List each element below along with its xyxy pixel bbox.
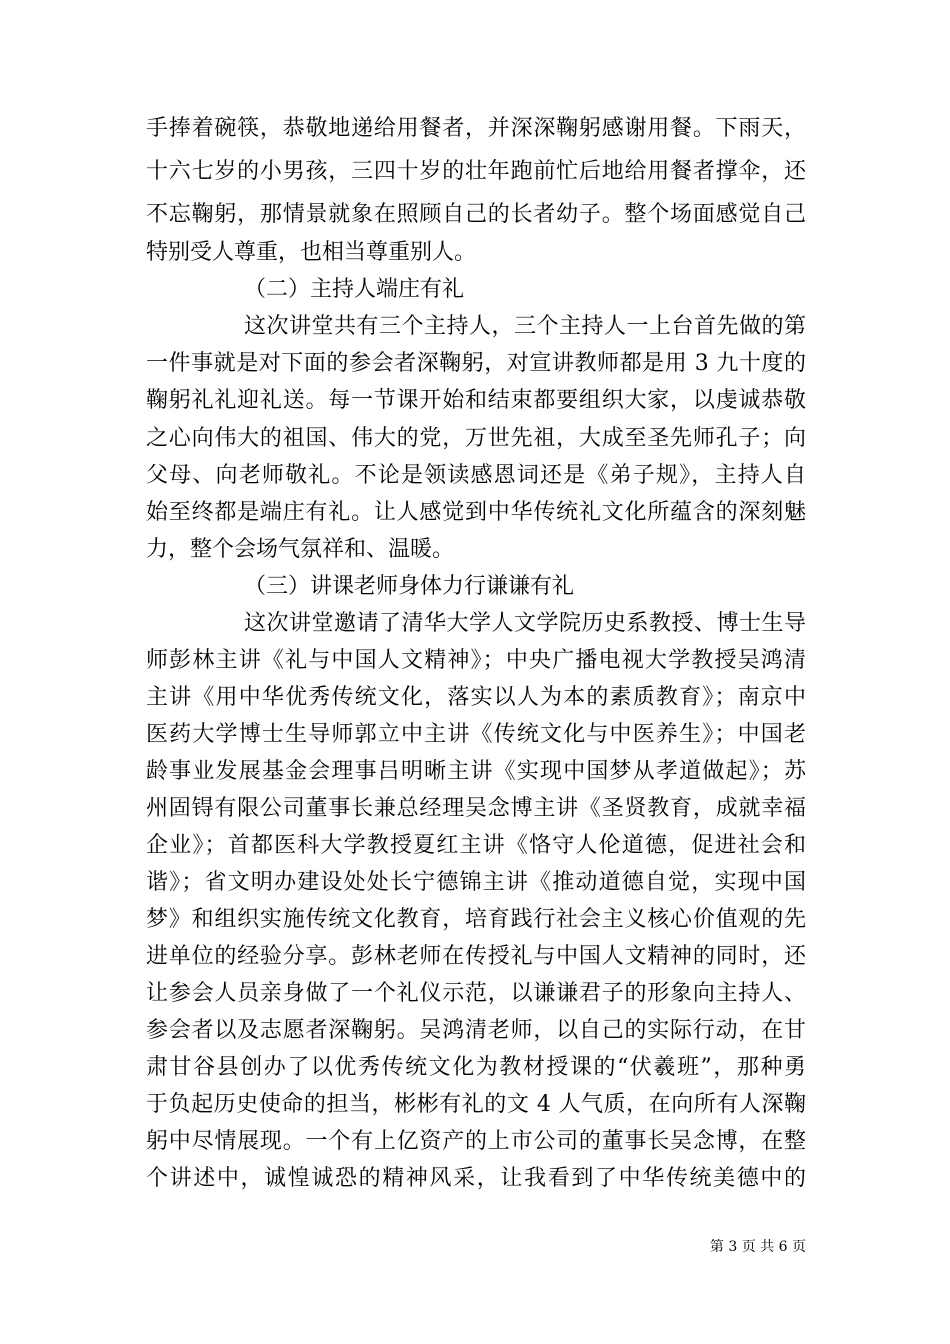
text-line: 主讲《用中华优秀传统文化，落实以人为本的素质教育》；南京中 xyxy=(146,685,806,710)
text-line: 鞠躬礼礼迎礼送。每一节课开始和结束都要组织大家，以虔诚恭敬 xyxy=(146,388,806,413)
text-line: 谐》；省文明办建设处处长宁德锦主讲《推动道德自觉，实现中国 xyxy=(146,870,806,895)
text-line: 让参会人员亲身做了一个礼仪示范，以谦谦君子的形象向主持人、 xyxy=(146,981,806,1006)
text-line: 之心向伟大的祖国、伟大的党，万世先祖，大成至圣先师孔子；向 xyxy=(146,426,806,451)
text-line: 手捧着碗筷，恭敬地递给用餐者，并深深鞠躬感谢用餐。下雨天， xyxy=(146,116,806,141)
text-line: 一件事就是对下面的参会者深鞠躬，对宣讲教师都是用 3 九十度的 xyxy=(146,351,806,376)
text-line: 于负起历史使命的担当，彬彬有礼的文 4 人气质，在向所有人深鞠 xyxy=(146,1092,806,1117)
text-line: 力，整个会场气氛祥和、温暖。 xyxy=(146,537,455,562)
text-line: 企业》；首都医科大学教授夏红主讲《恪守人伦道德，促进社会和 xyxy=(146,833,806,858)
text-line: 梦》和组织实施传统文化教育，培育践行社会主义核心价值观的先 xyxy=(146,907,806,932)
text-line: 龄事业发展基金会理事吕明晰主讲《实现中国梦从孝道做起》；苏 xyxy=(146,759,806,784)
text-line: 进单位的经验分享。彭林老师在传授礼与中国人文精神的同时，还 xyxy=(146,944,806,969)
page-number-footer: 第 3 页 共 6 页 xyxy=(709,1239,806,1255)
text-line: 师彭林主讲《礼与中国人文精神》；中央广播电视大学教授吴鸿清 xyxy=(146,648,806,673)
text-line: 不忘鞠躬，那情景就象在照顾自己的长者幼子。整个场面感觉自己 xyxy=(146,202,806,227)
section-heading-2: （二）主持人端庄有礼 xyxy=(244,277,465,302)
text-line: 参会者以及志愿者深鞠躬。吴鸿清老师，以自己的实际行动，在甘 xyxy=(146,1018,806,1043)
text-line: 这次讲堂邀请了清华大学人文学院历史系教授、博士生导 xyxy=(244,611,806,636)
text-line: 这次讲堂共有三个主持人，三个主持人一上台首先做的第 xyxy=(244,314,806,339)
text-line: 肃甘谷县创办了以优秀传统文化为教材授课的“伏羲班”，那种勇 xyxy=(146,1055,806,1080)
text-line: 医药大学博士生导师郭立中主讲《传统文化与中医养生》；中国老 xyxy=(146,722,806,747)
text-line: 始至终都是端庄有礼。让人感觉到中华传统礼文化所蕴含的深刻魅 xyxy=(146,500,806,525)
text-line: 州固锝有限公司董事长兼总经理吴念博主讲《圣贤教育，成就幸福 xyxy=(146,796,806,821)
text-line: 躬中尽情展现。一个有上亿资产的上市公司的董事长吴念博，在整 xyxy=(146,1129,806,1154)
text-line: 特别受人尊重，也相当尊重别人。 xyxy=(146,240,477,265)
section-heading-3: （三）讲课老师身体力行谦谦有礼 xyxy=(244,574,575,599)
text-line: 父母、向老师敬礼。不论是领读感恩词还是《弟子规》，主持人自 xyxy=(146,463,806,488)
text-line: 个讲述中，诚惶诚恐的精神风采，让我看到了中华传统美德中的 xyxy=(146,1166,806,1191)
text-line: 十六七岁的小男孩，三四十岁的壮年跑前忙后地给用餐者撑伞，还 xyxy=(146,159,806,184)
